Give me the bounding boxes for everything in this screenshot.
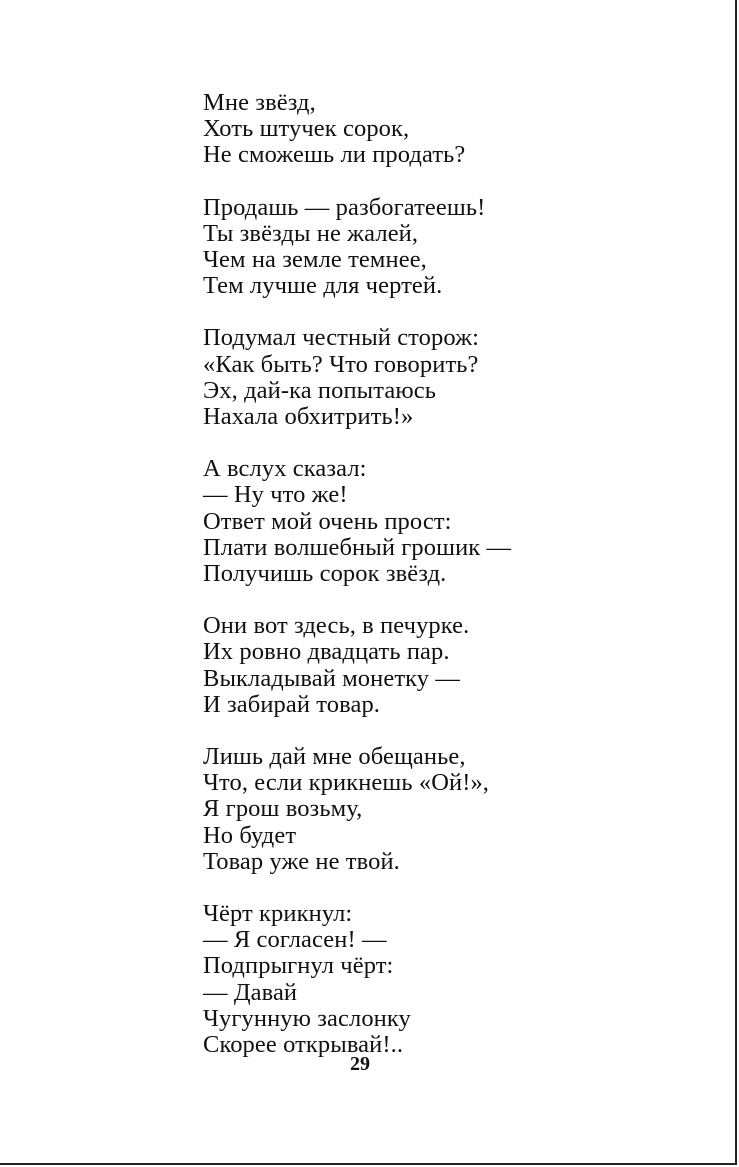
stanza-5 [203, 613, 703, 718]
poem-line: Хоть штучек сорок, [203, 115, 410, 143]
poem-line: — Давай [203, 978, 298, 1006]
poem-line: Эх, дай-ка попытаюсь [203, 376, 436, 404]
stanza-1 [203, 90, 703, 169]
poem-line: Они вот здесь, в печурке. [203, 612, 470, 640]
poem-line: Товар уже не твой. [203, 847, 400, 875]
poem-line: Плати волшебный грошик — [203, 533, 512, 561]
poem-line: Тем лучше для чертей. [203, 272, 443, 300]
poem-line: «Как быть? Что говорить? [203, 350, 479, 378]
poem-line: Ты звёзды не жалей, [203, 219, 419, 247]
stanza-3 [203, 325, 703, 430]
stanza-7 [203, 901, 703, 1058]
poem-line: Мне звёзд, [203, 89, 316, 116]
poem-line: Не сможешь ли продать? [203, 141, 466, 169]
poem-line: Чугунную заслонку [203, 1004, 411, 1032]
poem-line: Продашь — разбогатеешь! [203, 193, 486, 221]
poem-line: А вслух сказал: [203, 455, 367, 483]
poem-line: Чёрт крикнул: [203, 900, 353, 928]
poem-line: Скорее открывай!.. [203, 1031, 404, 1059]
poem-line: Подпрыгнул чёрт: [203, 952, 394, 980]
poem-line: Я грош возьму, [203, 795, 363, 823]
poem-line: Подумал честный сторож: [203, 324, 480, 352]
poem-line: Их ровно двадцать пар. [203, 638, 450, 666]
poem-line: Чем на земле темнее, [203, 246, 427, 274]
stanza-2 [203, 195, 703, 300]
poem-line: Но будет [203, 821, 297, 849]
poem-line: Нахала обхитрить!» [203, 403, 414, 431]
poem-line: Лишь дай мне обещанье, [203, 743, 466, 771]
poem-line: Ответ мой очень прост: [203, 507, 452, 535]
poem-line: Получишь сорок звёзд. [203, 560, 447, 588]
poem-line: — Ну что же! [203, 481, 348, 509]
poem-line: — Я согласен! — [203, 926, 387, 954]
stanza-4 [203, 456, 703, 587]
page-number: 29 [350, 1053, 370, 1075]
poem-line: Что, если крикнешь «Ой!», [203, 769, 490, 797]
poem-line: И забирай товар. [203, 690, 381, 718]
poem-line: Выкладывай монетку — [203, 664, 460, 692]
poem-text [203, 90, 703, 1084]
stanza-6 [203, 744, 703, 875]
